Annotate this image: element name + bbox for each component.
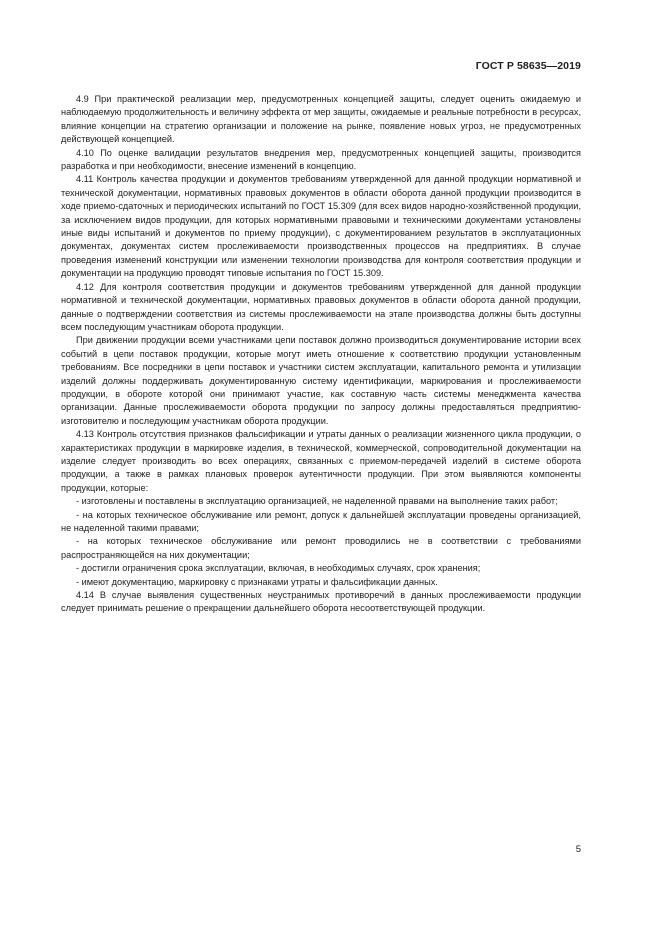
- paragraph-4-12: 4.12 Для контроля соответствия продукции и документов требованиям утвержденной для данной продукции нормативной и технической документации, нормативных правовых документов в области оборота данной продукции, данные о подтверждении соответствия из системы прослеживаемости на этапе производства должны быть доступны всем последующим участникам оборота продукции.: [61, 281, 581, 332]
- list-item-unauthorized-manufacture: - изготовлены и поставлены в эксплуатацию организацией, не наделенной правами на выполнение таких работ;: [76, 496, 558, 507]
- paragraph-4-10: 4.10 По оценке валидации результатов внедрения мер, предусмотренных концепцией защиты, производится разработка и при необходимости, внесение изменений в концепцию.: [61, 147, 581, 172]
- paragraph-4-13: 4.13 Контроль отсутствия признаков фальсификации и утраты данных о реализации жизненного цикла продукции, о характеристиках продукции в маркировке изделия, в технической, коммерческой, сопроводительной документации на изделие следует производить во всех операциях, связанных с приемом-передачей изделий в системе оборота продукции, а также в рамках плановых проверок аутентичности продукции. При этом выявляются компоненты продукции, которые:: [61, 429, 581, 493]
- paragraph-4-14: 4.14 В случае выявления существенных неустранимых противоречий в данных прослеживаемости продукции следует принимать решение о прекращении дальнейшего оборота несоответствующей продукции.: [61, 590, 581, 614]
- list-item-unauthorized-maintenance: - на которых техническое обслуживание или ремонт, допуск к дальнейшей эксплуатации проведены организацией, не наделенной такими правами;: [61, 509, 581, 533]
- paragraph-supply-chain: При движении продукции всеми участниками цепи поставок должно производиться документирование истории всех событий в цепи поставок продукции, которые могут иметь отношение к соответствию продукции установленным требованиям. Все посредники в цепи поставок и участники систем эксплуатации, капитального ремонта и утилизации изделий должны поддерживать документированную систему идентификации, маркирования и прослеживаемости продукции, в обороте которой они принимают участие, как составную часть системы менеджмента качества организации. Данные прослеживаемости оборота продукции по запросу должны предоставляться предприятию-изготовителю и последующим участникам оборота продукции.: [61, 335, 581, 426]
- paragraph-4-11: 4.11 Контроль качества продукции и документов требованиям утвержденной для данной продукции нормативной и технической документации, нормативных правовых документов в области оборота данной продукции производится в ходе приемо-сдаточных и периодических испытаний по ГОСТ 15.309 (для всех видов народно-хозяйственной продукции, за исключением видов продукции, для которых нормативными правовыми и техническими документами установлены иные виды испытаний и документов по приему продукции), с документированием результатов в эксплуатационных документах, документах систем прослеживаемости производственных процессов на предприятиях. В случае проведения изменений конструкции или изменении технологии производства для контроля соответствия продукции и документации на продукцию проводят типовые испытания по ГОСТ 15.309.: [61, 174, 581, 279]
- list-item-falsified-documentation: - имеют документацию, маркировку с признаками утраты и фальсификации данных.: [76, 576, 438, 587]
- page-number: 5: [575, 844, 581, 855]
- document-standard-id: ГОСТ Р 58635—2019: [475, 60, 581, 72]
- list-item-expired-service-life: - достигли ограничения срока эксплуатации, включая, в необходимых случаях, срок хранения;: [76, 563, 481, 574]
- paragraph-4-9: 4.9 При практической реализации мер, предусмотренных концепцией защиты, следует оценить ожидаемую и наблюдаемую продолжительность и величину эффекта от мер защиты, ожидаемые и реальные потребности в ресурсах, влияние концепции на стратегию организации и положение на рынке, появление новых угроз, не предусмотренных действующей концепцией.: [61, 94, 581, 145]
- document-body: [61, 93, 581, 616]
- list-item-noncompliant-maintenance: - на которых техническое обслуживание или ремонт проводились не в соответствии с требованиями распространяющейся на них документации;: [61, 536, 581, 560]
